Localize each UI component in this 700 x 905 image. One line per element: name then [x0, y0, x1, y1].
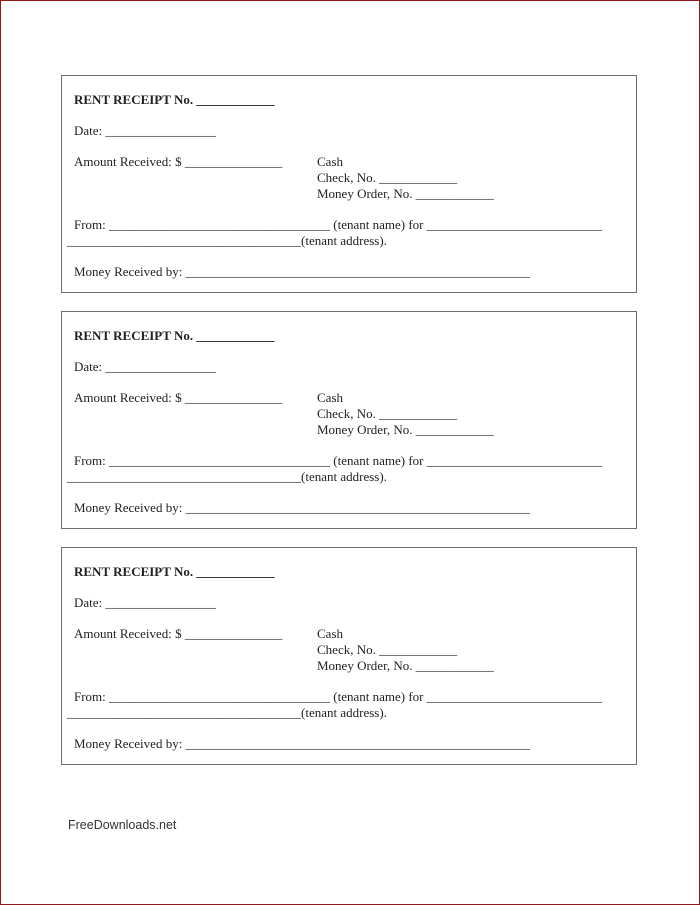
- date-field: Date: _________________: [74, 595, 216, 610]
- payment-method-cash: Cash: [317, 390, 343, 405]
- payment-method-money-order: Money Order, No. ____________: [317, 658, 494, 673]
- tenant-address-field: ____________________________________(tenant address).: [67, 705, 387, 720]
- rent-receipt-2: [61, 311, 637, 529]
- money-received-by-field: Money Received by: _____________________________________________________: [74, 500, 531, 515]
- money-received-by-field: Money Received by: _____________________________________________________: [74, 264, 531, 279]
- tenant-address-field: ____________________________________(tenant address).: [67, 469, 387, 484]
- receipt-title: RENT RECEIPT No. ____________: [74, 92, 275, 107]
- payment-method-cash: Cash: [317, 154, 343, 169]
- rent-receipt-1: [61, 75, 637, 293]
- receipt-title: RENT RECEIPT No. ____________: [74, 564, 275, 579]
- tenant-name-field: From: __________________________________ (tenant name) for ___________________________: [74, 217, 603, 232]
- money-received-by-field: Money Received by: _____________________________________________________: [74, 736, 531, 751]
- payment-method-money-order: Money Order, No. ____________: [317, 422, 494, 437]
- tenant-address-field: ____________________________________(tenant address).: [67, 233, 387, 248]
- amount-received-field: Amount Received: $ _______________: [74, 390, 283, 405]
- payment-method-check: Check, No. ____________: [317, 406, 458, 421]
- footer-source: FreeDownloads.net: [68, 818, 177, 832]
- payment-method-check: Check, No. ____________: [317, 642, 458, 657]
- tenant-name-field: From: __________________________________ (tenant name) for ___________________________: [74, 689, 603, 704]
- date-field: Date: _________________: [74, 123, 216, 138]
- payment-method-money-order: Money Order, No. ____________: [317, 186, 494, 201]
- rent-receipt-3: [61, 547, 637, 765]
- date-field: Date: _________________: [74, 359, 216, 374]
- tenant-name-field: From: __________________________________ (tenant name) for ___________________________: [74, 453, 603, 468]
- amount-received-field: Amount Received: $ _______________: [74, 154, 283, 169]
- receipt-title: RENT RECEIPT No. ____________: [74, 328, 275, 343]
- payment-method-cash: Cash: [317, 626, 343, 641]
- amount-received-field: Amount Received: $ _______________: [74, 626, 283, 641]
- payment-method-check: Check, No. ____________: [317, 170, 458, 185]
